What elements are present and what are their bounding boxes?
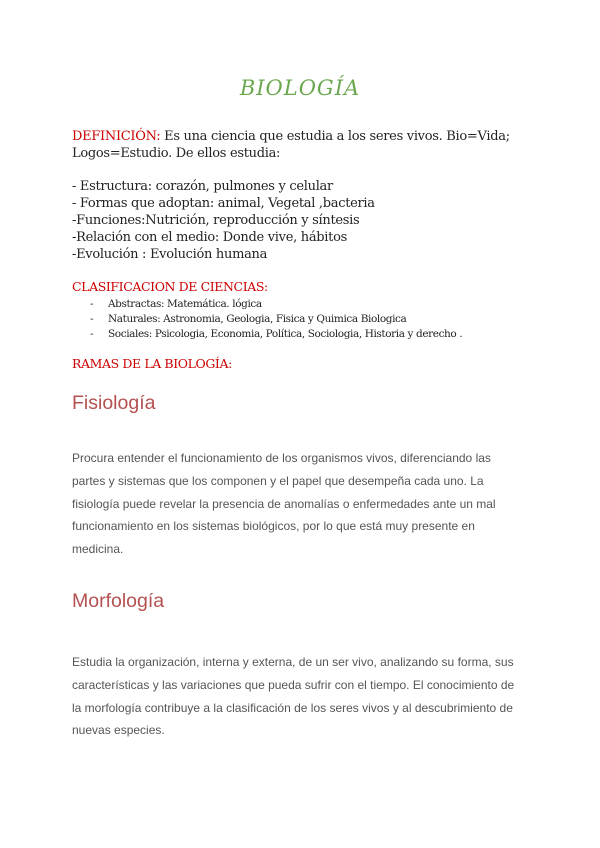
classification-list: [90, 297, 510, 342]
trait-item: -Relación con el medio: Donde vive, hábitos: [72, 230, 347, 245]
list-dash: -: [90, 298, 94, 310]
text-line: Procura entender el funcionamiento de los organismos vivos, diferenciando las: [72, 451, 491, 465]
text-line: Estudia la organización, interna y externa, de un ser vivo, analizando su forma, sus: [72, 655, 514, 669]
page-title: BIOLOGÍA: [239, 76, 361, 100]
definition-label: DEFINICIÓN:: [72, 129, 161, 144]
branches-heading: RAMAS DE LA BIOLOGÍA:: [72, 356, 232, 371]
classification-item-text: Naturales: Astronomia, Geologia, Fisica y Quimica Biologica: [108, 313, 407, 325]
text-line: partes y sistemas que los componen y el papel que desempeña cada uno. La: [72, 473, 484, 488]
text-line: fisiología puede revelar la presencia de anomalías o enfermedades ante un mal: [72, 496, 496, 511]
classification-item-text: Sociales: Psicologia, Economia, Política, Sociologia, Historia y derecho .: [108, 328, 463, 340]
section-text-morfologia: [72, 651, 532, 742]
text-line: la morfología contribuye a la clasificación de los seres vivos y al descubrimiento de: [72, 700, 513, 715]
text-line: medicina.: [72, 542, 124, 557]
list-dash: -: [90, 328, 94, 340]
trait-item: -Evolución : Evolución humana: [72, 247, 268, 262]
definition-paragraph: [72, 128, 542, 162]
text-line: características y las variaciones que pueda sufrir con el tiempo. El conocimiento de: [72, 677, 515, 692]
definition-text-1: Es una ciencia que estudia a los seres vivos. Bio=Vida;: [160, 129, 510, 144]
trait-item: -Funciones:Nutrición, reproducción y síntesis: [72, 213, 360, 228]
text-line: nuevas especies.: [72, 723, 165, 738]
list-dash: -: [90, 313, 94, 325]
section-heading-fisiologia: Fisiología: [72, 392, 156, 414]
text-line: funcionamiento en los sistemas biológicos, por lo que está muy presente en: [72, 519, 475, 534]
definition-text-2: Logos=Estudio. De ellos estudia:: [72, 146, 281, 161]
section-text-fisiologia: [72, 447, 532, 561]
classification-heading: CLASIFICACION DE CIENCIAS:: [72, 279, 268, 294]
traits-list: [72, 178, 542, 263]
classification-item-text: Abstractas: Matemática. lógica: [108, 298, 262, 310]
trait-item: - Formas que adoptan: animal, Vegetal ,bacteria: [72, 196, 375, 211]
trait-item: - Estructura: corazón, pulmones y celular: [72, 179, 333, 194]
classification-item: [90, 327, 510, 342]
section-heading-morfologia: Morfología: [72, 590, 165, 612]
classification-item: [90, 297, 510, 312]
classification-item: [90, 312, 510, 327]
